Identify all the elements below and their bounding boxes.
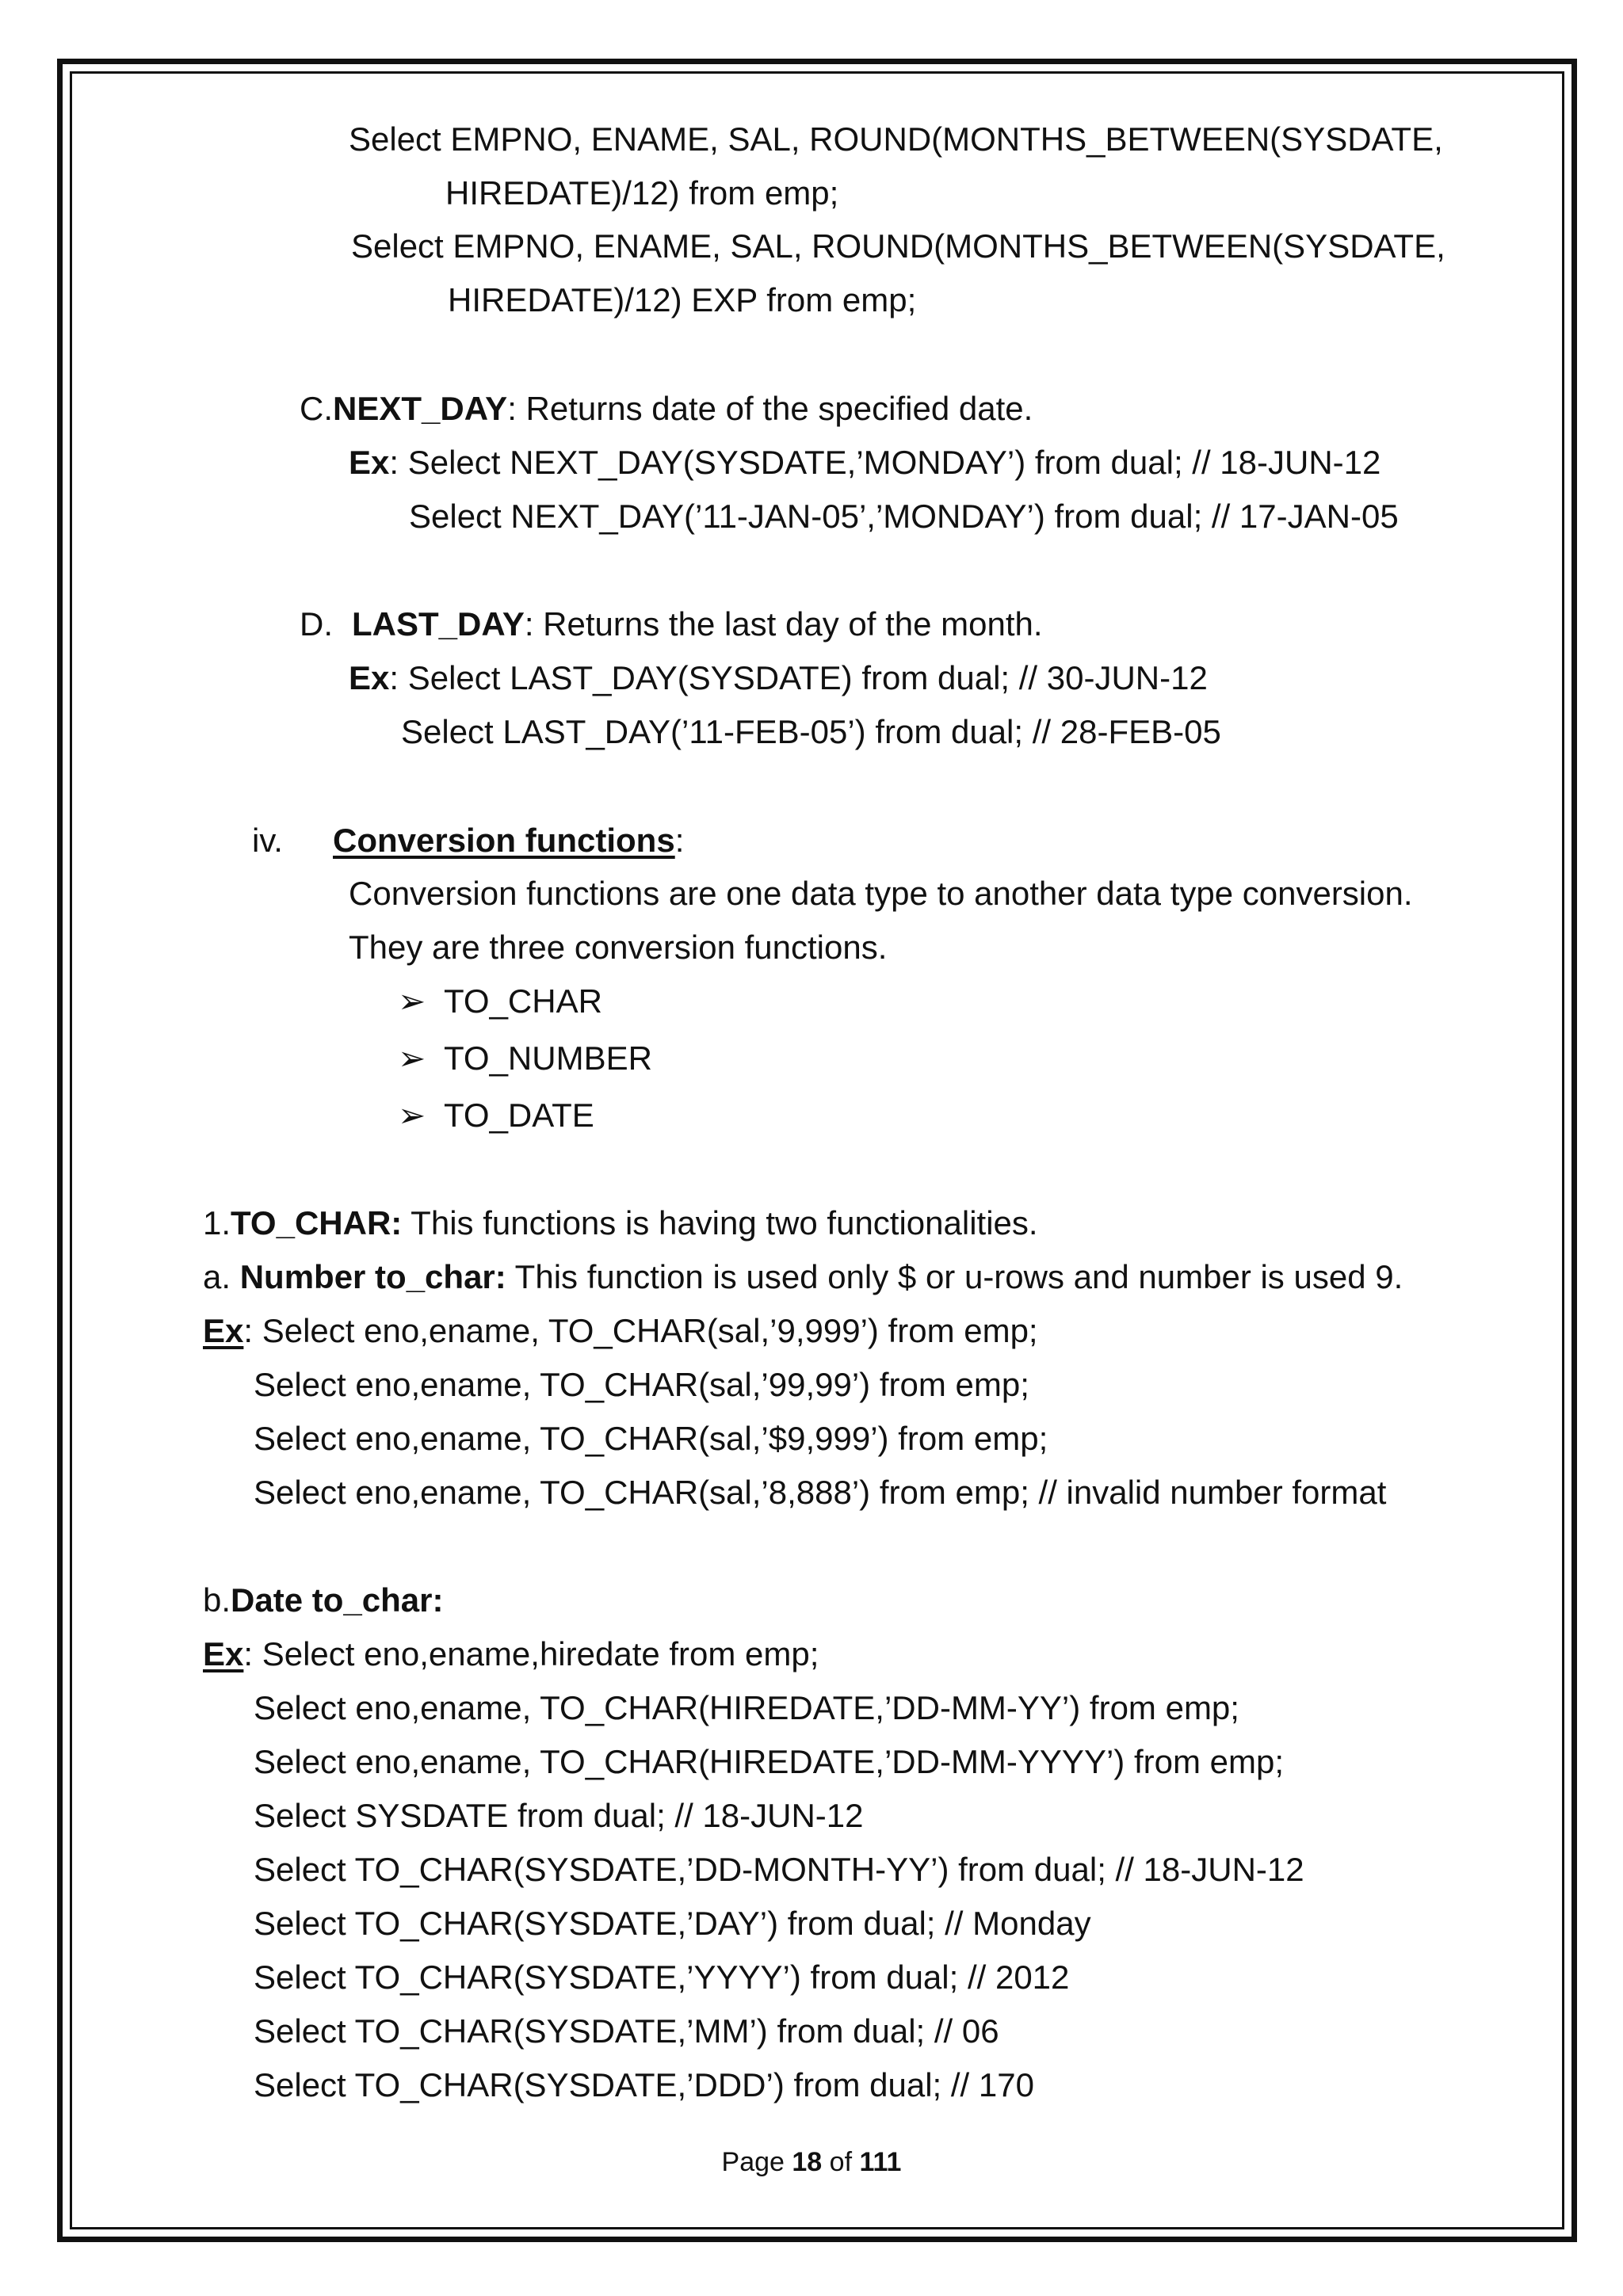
number-to-char-example-1 [203,1310,1038,1352]
date-to-char-line: Select SYSDATE from dual; // 18-JUN-12 [254,1797,864,1834]
round-line-3: Select EMPNO, ENAME, SAL, ROUND(MONTHS_BETWEEN(SYSDATE, [351,227,1445,265]
arrow-bullet-icon: ➢ [398,982,426,1020]
next-day-name: NEXT_DAY [333,390,508,427]
list-item-label: TO_NUMBER [444,1039,652,1077]
footer-page-number: 18 [792,2147,823,2177]
last-day-name: LAST_DAY [352,605,525,643]
footer-of-word: of [829,2147,853,2177]
page-footer [0,2145,1623,2179]
date-to-char-name: Date to_char: [231,1581,444,1619]
date-to-char-line: Select eno,ename, TO_CHAR(HIREDATE,’DD-MM-YY’) from emp; [254,1689,1239,1726]
number-to-char-name: Number to_char: [239,1258,506,1295]
last-day-example-1 [349,658,1208,699]
next-day-ex1-text: : Select NEXT_DAY(SYSDATE,’MONDAY’) from dual; // 18-JUN-12 [389,444,1381,481]
round-line-1: Select EMPNO, ENAME, SAL, ROUND(MONTHS_BETWEEN(SYSDATE, [349,120,1443,158]
date-to-char-ex-label: Ex [203,1635,244,1672]
next-day-example-2: Select NEXT_DAY(’11-JAN-05’,’MONDAY’) from dual; // 17-JAN-05 [409,498,1399,535]
arrow-bullet-icon: ➢ [398,1097,426,1134]
number-to-char-ex-label: Ex [203,1312,244,1349]
last-day-example-2: Select LAST_DAY(’11-FEB-05’) from dual; // 28-FEB-05 [401,713,1221,750]
last-day-heading [300,604,1043,645]
number-to-char-heading [203,1257,1403,1298]
last-day-ex-label: Ex [349,659,390,696]
date-to-char-example-1 [203,1634,819,1675]
conversion-paragraph-1: Conversion functions are one data type to another data type conversion. [349,875,1413,912]
date-to-char-prefix: b. [203,1581,231,1619]
number-to-char-example-4: Select eno,ename, TO_CHAR(sal,’8,888’) from emp; // invalid number format [254,1474,1387,1511]
date-to-char-line: Select TO_CHAR(SYSDATE,’DAY’) from dual; // Monday [254,1905,1091,1942]
date-to-char-heading [203,1580,443,1621]
footer-total-pages: 111 [859,2147,902,2177]
next-day-desc: : Returns date of the specified date. [507,390,1033,427]
list-item-label: TO_CHAR [444,982,602,1020]
number-to-char-prefix: a. [203,1258,240,1295]
date-to-char-line: Select TO_CHAR(SYSDATE,’DD-MONTH-YY’) from dual; // 18-JUN-12 [254,1851,1304,1888]
number-to-char-ex1-text: : Select eno,ename, TO_CHAR(sal,’9,999’) from emp; [243,1312,1038,1349]
round-line-2: HIREDATE)/12) from emp; [445,174,839,212]
footer-page-word: Page [721,2147,785,2177]
next-day-prefix: C. [300,390,333,427]
conversion-heading-colon: : [674,822,685,859]
last-day-ex1-text: : Select LAST_DAY(SYSDATE) from dual; // 30-JUN-12 [389,659,1208,696]
list-item [398,981,602,1022]
conversion-heading [333,820,684,861]
conversion-paragraph-2: They are three conversion functions. [349,929,888,966]
next-day-heading [300,388,1033,429]
last-day-prefix: D. [300,605,333,643]
to-char-heading [203,1203,1038,1244]
arrow-bullet-icon: ➢ [398,1039,426,1077]
list-item [398,1095,594,1136]
list-item [398,1038,652,1079]
number-to-char-example-3: Select eno,ename, TO_CHAR(sal,’$9,999’) from emp; [254,1420,1048,1457]
date-to-char-line: Select TO_CHAR(SYSDATE,’MM’) from dual; // 06 [254,2012,999,2050]
date-to-char-ex1-text: : Select eno,ename,hiredate from emp; [243,1635,819,1672]
conversion-heading-text: Conversion functions [333,822,675,859]
to-char-desc: This functions is having two functionalities. [402,1204,1038,1241]
next-day-example-1 [349,442,1381,483]
conversion-numeral: iv. [252,822,283,859]
to-char-prefix: 1. [203,1204,231,1241]
last-day-desc: : Returns the last day of the month. [524,605,1043,643]
date-to-char-line: Select TO_CHAR(SYSDATE,’YYYY’) from dual; // 2012 [254,1958,1070,1996]
to-char-name: TO_CHAR: [231,1204,403,1241]
next-day-ex-label: Ex [349,444,390,481]
list-item-label: TO_DATE [444,1097,594,1134]
date-to-char-line: Select TO_CHAR(SYSDATE,’DDD’) from dual; // 170 [254,2066,1034,2103]
date-to-char-line: Select eno,ename, TO_CHAR(HIREDATE,’DD-MM-YYYY’) from emp; [254,1743,1284,1780]
round-line-4: HIREDATE)/12) EXP from emp; [448,281,917,318]
number-to-char-desc: This function is used only $ or u-rows and number is used 9. [506,1258,1403,1295]
number-to-char-example-2: Select eno,ename, TO_CHAR(sal,’99,99’) from emp; [254,1366,1029,1403]
